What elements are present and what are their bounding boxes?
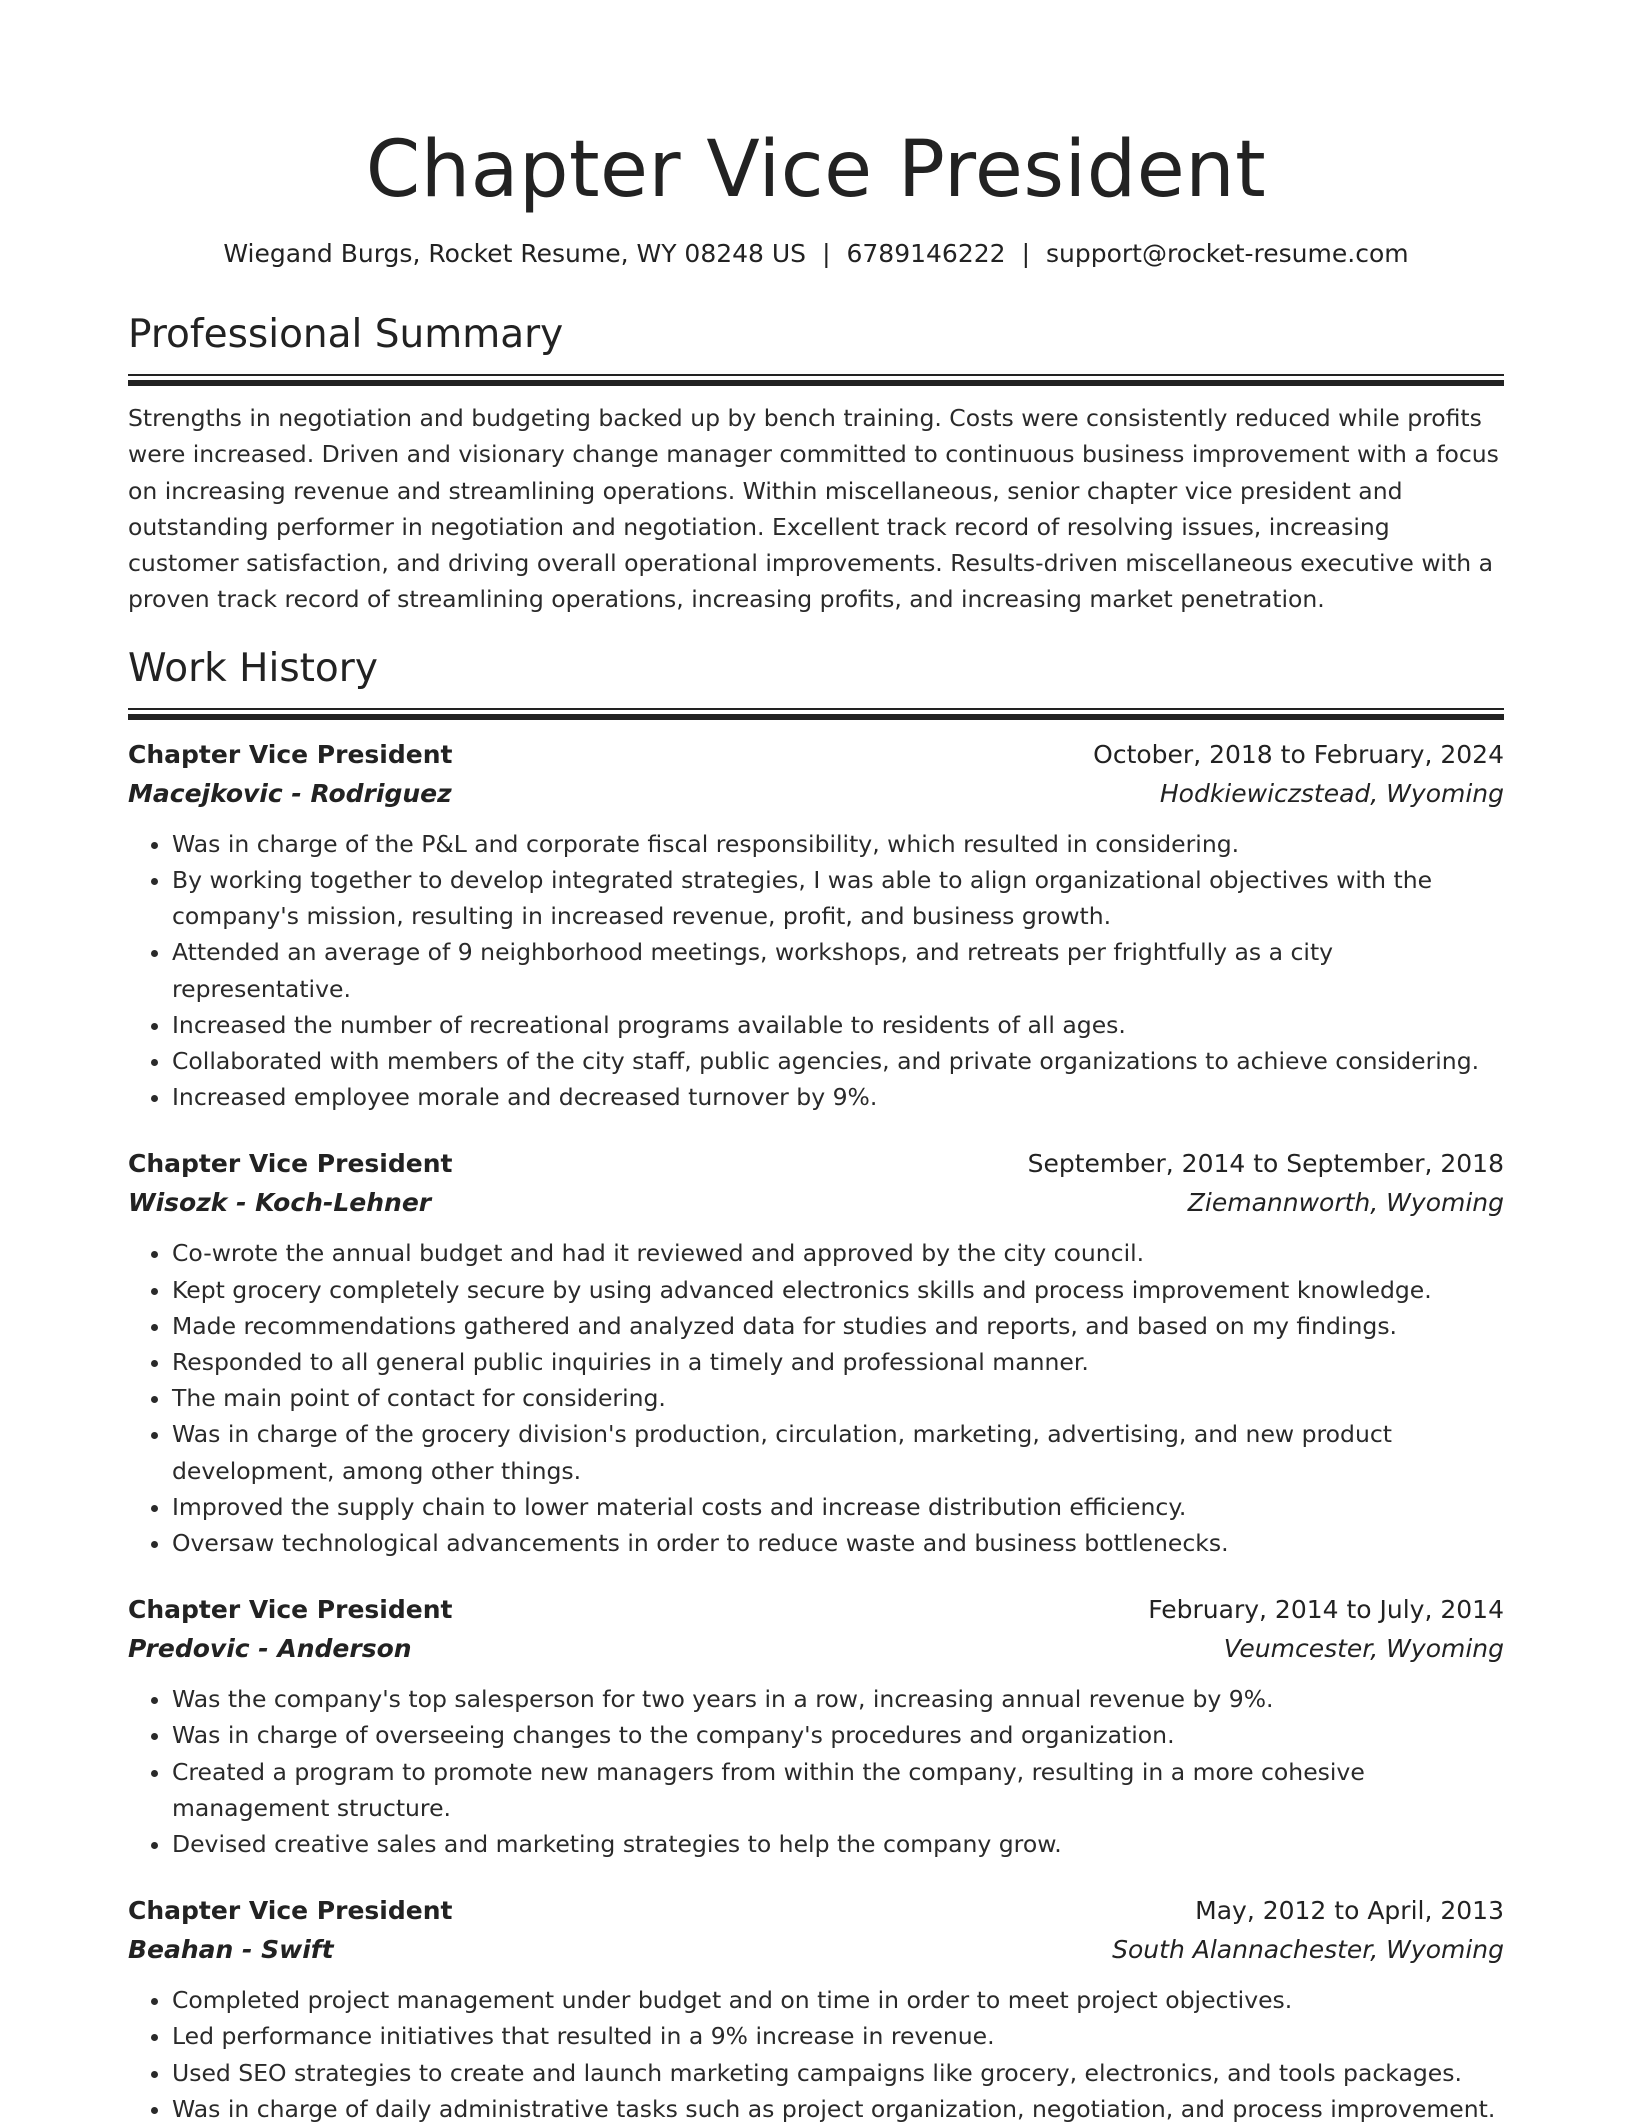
job-company-row: [128, 1629, 1504, 1669]
contact-phone: 6789146222: [846, 239, 1006, 268]
section-divider: [128, 374, 1504, 386]
job-bullets: [128, 826, 1504, 1116]
job-entry: [128, 1145, 1504, 1561]
job-company: Wisozk - Koch-Lehner: [128, 1188, 432, 1218]
job-location: Veumcester, Wyoming: [1223, 1634, 1504, 1664]
job-title: Chapter Vice President: [128, 1595, 453, 1625]
job-bullet: • Made recommendations gathered and analyzed data for studies and reports, and based on my findings.: [172, 1308, 1504, 1344]
job-bullet: • Was in charge of the P&L and corporate fiscal responsibility, which resulted in considering.: [172, 826, 1504, 862]
job-location: Ziemannworth, Wyoming: [1187, 1188, 1504, 1218]
job-header-row: [128, 1591, 1504, 1629]
job-bullet: • Increased employee morale and decreased turnover by 9%.: [172, 1079, 1504, 1115]
job-header-row: [128, 1145, 1504, 1183]
job-bullet: • Completed project management under budget and on time in order to meet project objectives.: [172, 1982, 1504, 2018]
job-bullet: • Collaborated with members of the city staff, public agencies, and private organizations to achieve considering.: [172, 1043, 1504, 1079]
job-bullet: • Increased the number of recreational programs available to residents of all ages.: [172, 1007, 1504, 1043]
job-bullet: • Devised creative sales and marketing strategies to help the company grow.: [172, 1826, 1504, 1862]
contact-line: [128, 236, 1504, 272]
job-company-row: [128, 1930, 1504, 1970]
job-bullet: • Co-wrote the annual budget and had it reviewed and approved by the city council.: [172, 1235, 1504, 1271]
job-company: Macejkovic - Rodriguez: [128, 778, 452, 808]
job-title: Chapter Vice President: [128, 739, 453, 769]
job-location: South Alannachester, Wyoming: [1112, 1935, 1504, 1965]
job-bullet: • Kept grocery completely secure by using advanced electronics skills and process improvement knowledge.: [172, 1272, 1504, 1308]
job-bullet: • Was the company's top salesperson for two years in a row, increasing annual revenue by 9%.: [172, 1681, 1504, 1717]
resume-page: [128, 0, 1504, 2127]
contact-address: Wiegand Burgs, Rocket Resume, WY 08248 US: [223, 239, 807, 268]
job-dates: September, 2014 to September, 2018: [1027, 1149, 1504, 1179]
job-entry: [128, 1591, 1504, 1862]
job-entry: [128, 736, 1504, 1116]
job-dates: October, 2018 to February, 2024: [1093, 739, 1504, 769]
job-company-row: [128, 774, 1504, 814]
job-bullets: [128, 1235, 1504, 1561]
job-header-row: [128, 736, 1504, 774]
job-bullet: • Attended an average of 9 neighborhood meetings, workshops, and retreats per frightfully as a city representative.: [172, 934, 1504, 1006]
job-company: Predovic - Anderson: [128, 1634, 412, 1664]
job-bullet: • Created a program to promote new managers from within the company, resulting in a more cohesive management structure.: [172, 1754, 1504, 1826]
job-bullets: [128, 1982, 1504, 2127]
job-title: Chapter Vice President: [128, 1149, 453, 1179]
job-company-row: [128, 1183, 1504, 1223]
job-title: Chapter Vice President: [128, 1896, 453, 1926]
job-entry: [128, 1892, 1504, 2127]
job-bullet: • Improved the supply chain to lower material costs and increase distribution efficiency.: [172, 1489, 1504, 1525]
work-history-heading: Work History: [128, 645, 378, 691]
job-bullet: • Responded to all general public inquiries in a timely and professional manner.: [172, 1344, 1504, 1380]
contact-separator: |: [1021, 239, 1030, 268]
summary-text: Strengths in negotiation and budgeting backed up by bench training. Costs were consistently reduced while profits were increased. Driven and visionary change manager committed to continuous business improvement with a focus on increasing revenue and streamlining operations. Within miscellaneous, senior chapter vice president and outstanding performer in negotiation and negotiation. Excellent track record of resolving issues, increasing customer satisfaction, and driving overall operational improvements. Results-driven miscellaneous executive with a proven track record of streamlining operations, increasing profits, and increasing market penetration.: [128, 404, 1499, 614]
job-bullets: [128, 1681, 1504, 1862]
job-bullet: • Led performance initiatives that resulted in a 9% increase in revenue.: [172, 2018, 1504, 2054]
job-bullet: • Was in charge of overseeing changes to the company's procedures and organization.: [172, 1717, 1504, 1753]
contact-email: support@rocket-resume.com: [1046, 239, 1409, 268]
job-bullet: • By working together to develop integrated strategies, I was able to align organizational objectives with the company's mission, resulting in increased revenue, profit, and business growth.: [172, 862, 1504, 934]
job-dates: May, 2012 to April, 2013: [1195, 1896, 1504, 1926]
job-bullet: • Oversaw technological advancements in order to reduce waste and business bottlenecks.: [172, 1525, 1504, 1561]
job-bullet: • The main point of contact for considering.: [172, 1380, 1504, 1416]
job-bullet: • Was in charge of the grocery division's production, circulation, marketing, advertising, and new product development, among other things.: [172, 1416, 1504, 1488]
job-bullet: • Used SEO strategies to create and launch marketing campaigns like grocery, electronics, and tools packages.: [172, 2055, 1504, 2091]
job-location: Hodkiewiczstead, Wyoming: [1159, 778, 1504, 808]
summary-heading: Professional Summary: [128, 312, 564, 357]
job-company: Beahan - Swift: [128, 1935, 334, 1965]
job-header-row: [128, 1892, 1504, 1930]
job-bullet: • Was in charge of daily administrative tasks such as project organization, negotiation, and process improvement.: [172, 2091, 1504, 2127]
resume-name: Chapter Vice President: [365, 125, 1267, 215]
job-dates: February, 2014 to July, 2014: [1148, 1595, 1504, 1625]
section-divider: [128, 708, 1504, 720]
contact-separator: |: [822, 239, 831, 268]
